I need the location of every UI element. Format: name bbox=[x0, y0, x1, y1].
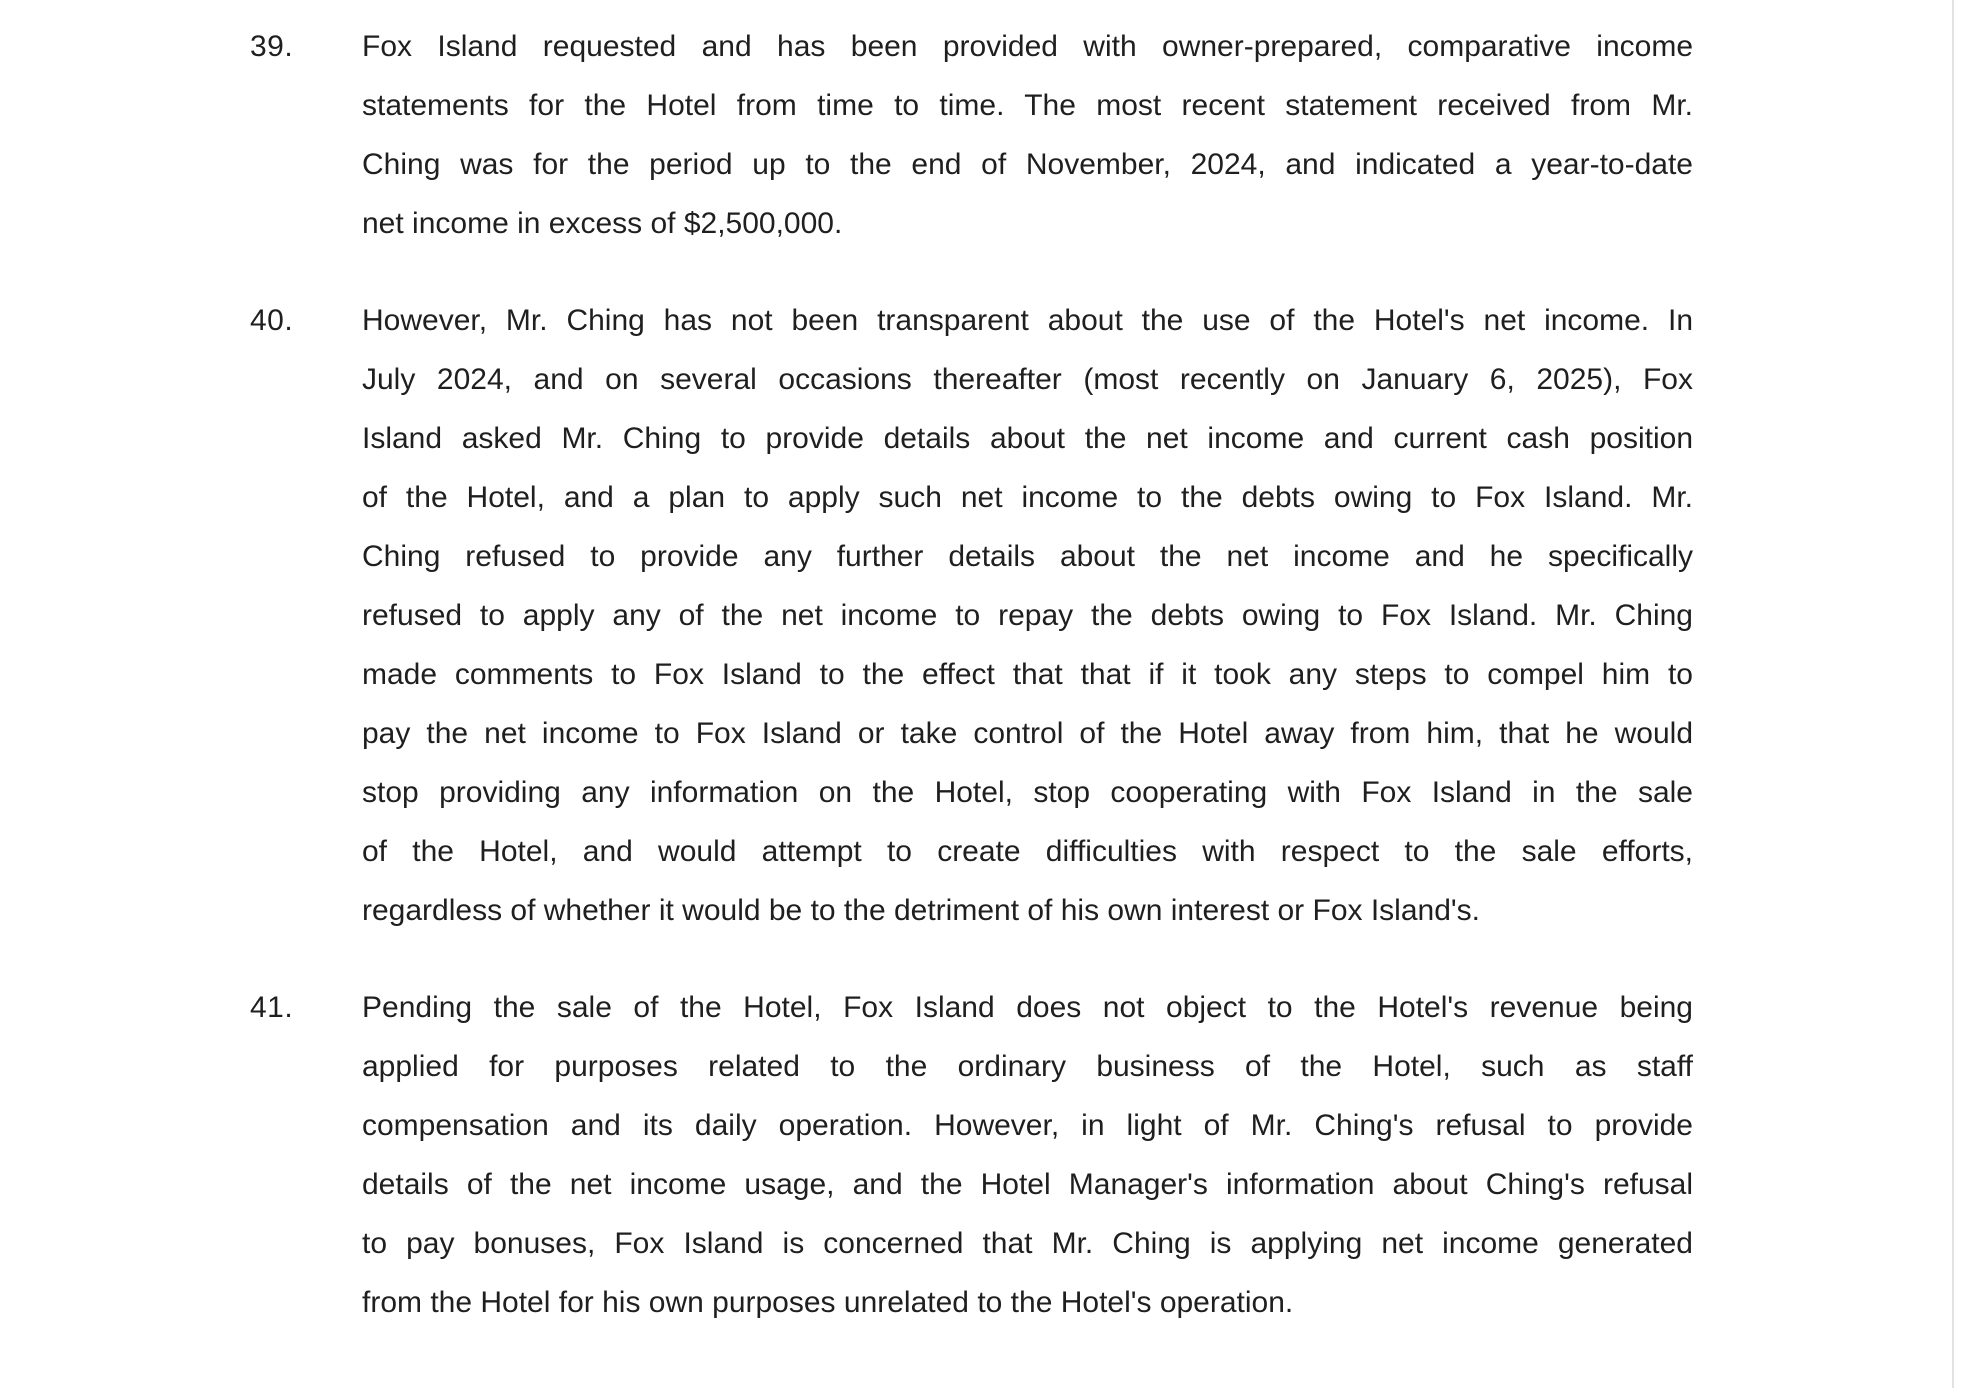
paragraph-line: of the Hotel, and would attempt to create difficulties with respect to the sale efforts, bbox=[362, 835, 1693, 868]
paragraph-text bbox=[362, 978, 1693, 1332]
paragraph-line: Ching refused to provide any further details about the net income and he specifically bbox=[362, 540, 1693, 573]
paragraph-line: from the Hotel for his own purposes unrelated to the Hotel's operation. bbox=[362, 1286, 1294, 1319]
paragraph-line: details of the net income usage, and the Hotel Manager's information about Ching's refusal bbox=[362, 1168, 1693, 1201]
page-edge-line bbox=[1952, 0, 1954, 1388]
paragraph-40 bbox=[250, 291, 1693, 940]
paragraph-number: 41. bbox=[250, 991, 294, 1024]
paragraph-number: 39. bbox=[250, 30, 294, 63]
paragraph-41 bbox=[250, 978, 1693, 1332]
paragraph-line: Pending the sale of the Hotel, Fox Island does not object to the Hotel's revenue being bbox=[362, 991, 1693, 1024]
paragraph-line: applied for purposes related to the ordinary business of the Hotel, such as staff bbox=[362, 1050, 1693, 1083]
paragraph-line: July 2024, and on several occasions thereafter (most recently on January 6, 2025), Fox bbox=[362, 363, 1693, 396]
paragraph-line: However, Mr. Ching has not been transparent about the use of the Hotel's net income. In bbox=[362, 304, 1693, 337]
paragraph-line: refused to apply any of the net income to repay the debts owing to Fox Island. Mr. Ching bbox=[362, 599, 1693, 632]
paragraph-39 bbox=[250, 17, 1693, 253]
paragraph-line: compensation and its daily operation. However, in light of Mr. Ching's refusal to provide bbox=[362, 1109, 1693, 1142]
paragraph-line: stop providing any information on the Hotel, stop cooperating with Fox Island in the sale bbox=[362, 776, 1693, 809]
paragraph-line: regardless of whether it would be to the detriment of his own interest or Fox Island's. bbox=[362, 894, 1480, 927]
paragraph-number: 40. bbox=[250, 304, 294, 337]
paragraph-line: to pay bonuses, Fox Island is concerned that Mr. Ching is applying net income generated bbox=[362, 1227, 1693, 1260]
paragraph-line: Fox Island requested and has been provided with owner-prepared, comparative income bbox=[362, 30, 1693, 63]
paragraph-line: statements for the Hotel from time to time. The most recent statement received from Mr. bbox=[362, 89, 1693, 122]
paragraph-line: pay the net income to Fox Island or take control of the Hotel away from him, that he would bbox=[362, 717, 1693, 750]
document-body bbox=[250, 17, 1693, 1332]
paragraph-line: net income in excess of $2,500,000. bbox=[362, 207, 843, 240]
paragraph-line: of the Hotel, and a plan to apply such net income to the debts owing to Fox Island. Mr. bbox=[362, 481, 1693, 514]
paragraph-text bbox=[362, 291, 1693, 940]
paragraph-line: made comments to Fox Island to the effect that that if it took any steps to compel him to bbox=[362, 658, 1693, 691]
paragraph-line: Island asked Mr. Ching to provide details about the net income and current cash position bbox=[362, 422, 1693, 455]
paragraph-text bbox=[362, 17, 1693, 253]
paragraph-line: Ching was for the period up to the end of November, 2024, and indicated a year-to-date bbox=[362, 148, 1693, 181]
